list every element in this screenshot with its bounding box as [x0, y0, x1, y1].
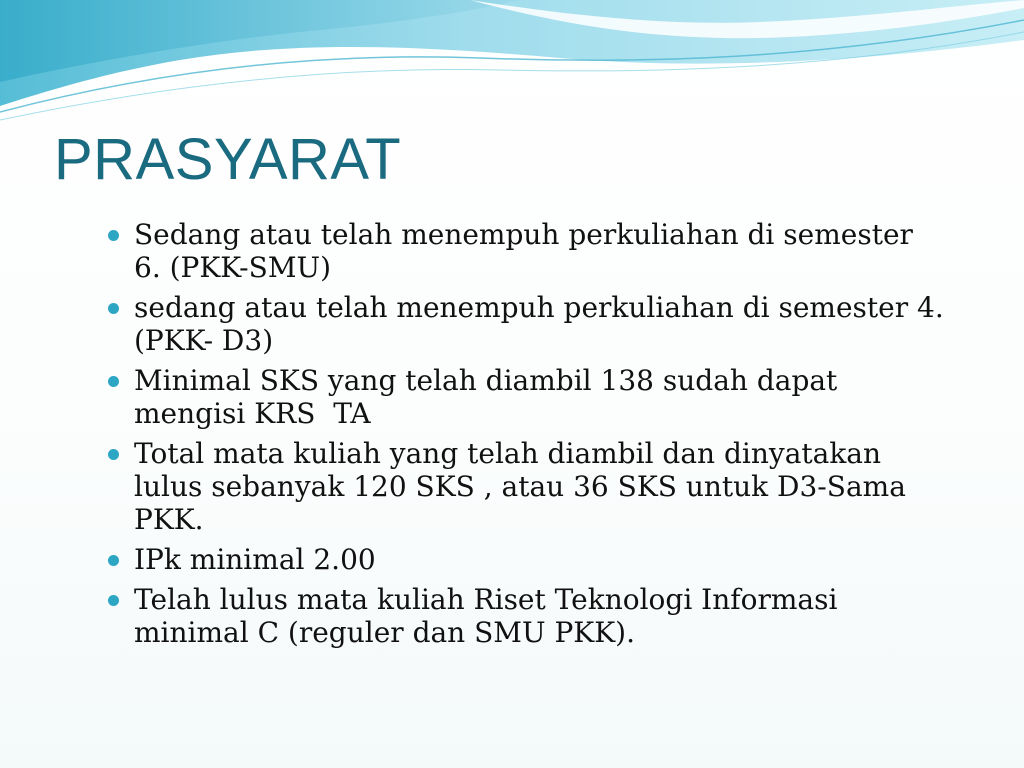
list-item: [108, 437, 988, 536]
bullet-dot-icon: [108, 230, 119, 241]
list-item-line: minimal C (reguler dan SMU PKK).: [134, 616, 635, 649]
page-title: PRASYARAT: [54, 127, 402, 192]
list-item: [108, 291, 988, 357]
list-item-line: lulus sebanyak 120 SKS , atau 36 SKS untuk D3-Sama: [134, 470, 906, 503]
bullet-dot-icon: [108, 595, 119, 606]
list-item-line: (PKK- D3): [134, 324, 274, 357]
list-item-line: PKK.: [134, 503, 204, 536]
list-item-line: mengisi KRS TA: [134, 397, 371, 430]
list-item-line: Total mata kuliah yang telah diambil dan dinyatakan: [134, 437, 882, 470]
list-item: [108, 218, 988, 284]
list-item-line: Sedang atau telah menempuh perkuliahan di semester: [134, 218, 913, 251]
list-item-line: IPk minimal 2.00: [134, 543, 376, 576]
bullet-dot-icon: [108, 449, 119, 460]
list-item-line: Telah lulus mata kuliah Riset Teknologi Informasi: [134, 583, 838, 616]
list-item-line: Minimal SKS yang telah diambil 138 sudah dapat: [134, 364, 838, 397]
list-item: [108, 364, 988, 430]
bullet-list: [108, 218, 988, 656]
bullet-dot-icon: [108, 376, 119, 387]
list-item-line: 6. (PKK-SMU): [134, 251, 332, 284]
bullet-dot-icon: [108, 555, 119, 566]
bullet-dot-icon: [108, 303, 119, 314]
list-item-line: sedang atau telah menempuh perkuliahan di semester 4.: [134, 291, 944, 324]
list-item: [108, 583, 988, 649]
list-item: [108, 543, 988, 576]
decorative-wave-header: [0, 0, 1024, 130]
